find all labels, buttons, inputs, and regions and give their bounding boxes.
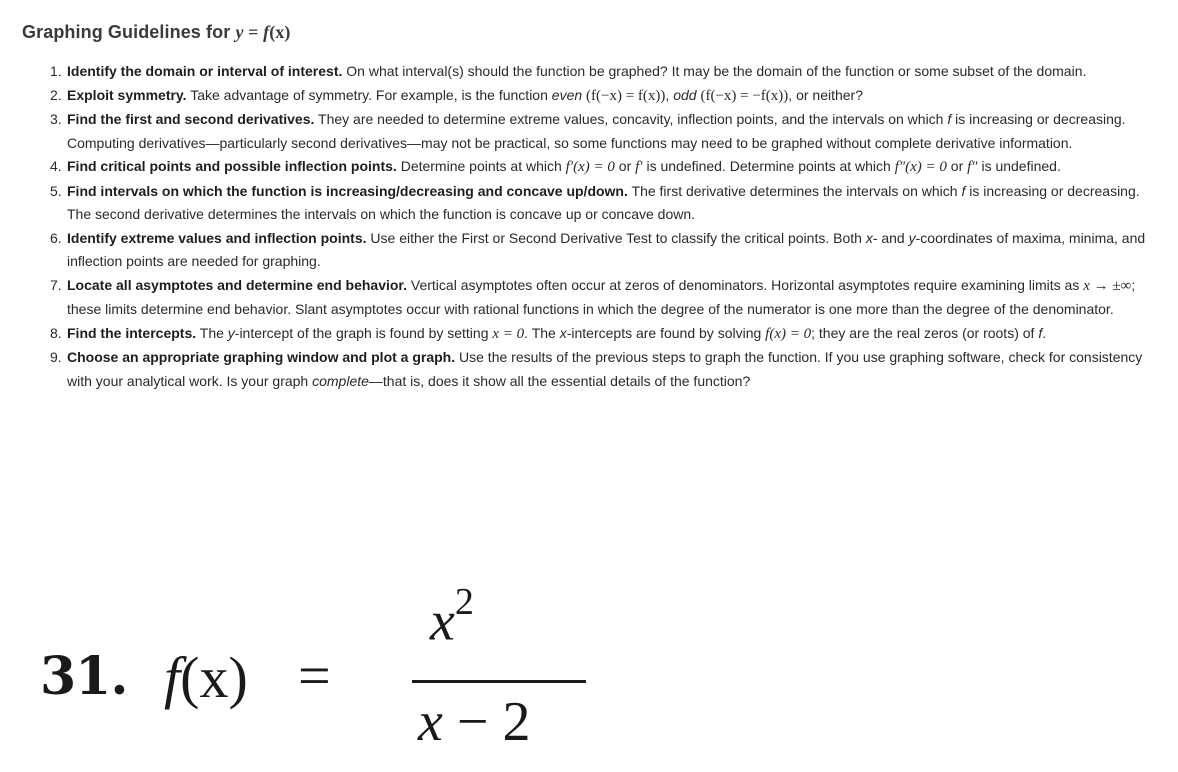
guideline-body: -intercept of the graph is found by setting [234,324,493,341]
guideline-body: Take advantage of symmetry. For example, is the function [186,86,552,103]
guideline-lead: Find critical points and possible inflection points. [67,158,397,174]
guideline-lead: Identify the domain or interval of interest. [67,63,343,79]
guideline-term-odd: odd [673,86,697,103]
heading-y: y [235,22,244,42]
guideline-body: Use the results of the previous steps to graph the function. If you use graphing software, check for consistency with your analytical work. Is your graph [67,349,1143,389]
guideline-math: f″ [967,159,978,175]
guideline-body: , or neither? [788,86,864,103]
guideline-body: -intercepts are found by solving [566,324,766,341]
guideline-math: x = 0 [492,325,525,342]
guideline-math: (f(−x) = −f(x)) [700,87,789,104]
guideline-item-1 [50,60,1150,84]
guideline-lead: Exploit symmetry. [67,86,187,103]
guideline-var-f: f [947,111,952,127]
guideline-lead: Choose an appropriate graphing window and plot a graph. [67,349,456,365]
guideline-item-7 [50,274,1150,322]
guideline-number: 8. [50,324,62,341]
guideline-body: . The [524,324,560,341]
guideline-var-x: x [559,324,567,341]
guideline-var-f: f [961,182,966,199]
guideline-number: 4. [50,158,62,174]
guideline-term-even: even [551,86,583,103]
guideline-body: They are needed to determine extreme values, concavity, inflection points, and the intervals on which [314,111,948,127]
guidelines-list [50,60,1150,393]
guideline-body: On what interval(s) should the function be graphed? It may be the domain of the function or some subset of the domain. [342,63,1087,79]
guideline-item-4 [50,155,1150,180]
heading-f: f [263,22,270,42]
heading-x-paren: (x) [269,22,291,42]
problem-lhs [164,644,248,711]
page-title-text: Graphing Guidelines for [22,22,231,42]
guideline-var-x: x [865,229,873,246]
guideline-body: . [1042,324,1047,341]
guideline-body: - and [872,229,909,246]
guideline-body: , [665,86,674,103]
guideline-item-8 [50,322,1150,347]
guideline-lead: Find intervals on which the function is increasing/decreasing and concave up/down. [67,182,628,199]
problem-lhs-arg: (x) [180,645,248,710]
guideline-term-complete: complete [312,372,369,389]
guideline-body: Vertical asymptotes often occur at zeros of denominators. Horizontal asymptotes require examining limits as [407,276,1084,293]
fraction-bar [412,680,586,683]
denominator-x: x [418,691,443,753]
guideline-var-f: f [1038,324,1043,341]
fraction-denominator [418,690,530,754]
guideline-body: is undefined. [977,158,1061,174]
guideline-lead: Find the first and second derivatives. [67,111,315,127]
guideline-lead: Find the intercepts. [67,324,197,341]
guideline-body: ; these limits determine end behavior. Slant asymptotes occur with rational functions in which the degree of the numerator is one more than the degree of the denominator. [67,276,1136,317]
guideline-math: f′ [635,159,643,175]
heading-equals: = [248,22,259,42]
guideline-body: is increasing or decreasing. The second derivative determines the intervals on which the function is concave up or concave down. [67,182,1140,222]
guideline-body: -coordinates of maxima, minima, and inflection points are needed for graphing. [67,229,1146,269]
guideline-item-2 [50,84,1150,109]
guideline-math: f(x) = 0 [765,325,812,342]
guideline-lead: Locate all asymptotes and determine end behavior. [67,276,407,293]
numerator-base: x [430,590,455,653]
problem-number: 31. [40,646,128,707]
guideline-body: or [614,158,636,174]
problem-f: f [164,645,181,710]
guideline-body: is undefined. Determine points at which [642,158,895,174]
guideline-body: or [946,158,968,174]
guideline-var-y: y [908,229,916,246]
guideline-number: 2. [50,86,62,103]
guideline-item-5 [50,180,1150,227]
guideline-number: 5. [50,182,62,199]
guideline-math: f′(x) = 0 [565,159,615,175]
exercise-problem [40,581,600,762]
numerator-exponent: 2 [454,581,474,623]
guideline-item-6 [50,227,1150,274]
guideline-number: 3. [50,111,62,127]
guideline-math: f″(x) = 0 [894,159,947,175]
guideline-number: 9. [50,349,62,365]
guideline-body: Determine points at which [396,158,566,174]
guideline-body: The [196,324,228,341]
problem-equals: = [298,643,331,708]
guideline-lead: Identify extreme values and inflection points. [67,229,367,246]
guideline-body: —that is, does it show all the essential details of the function? [368,372,751,389]
guideline-number: 7. [50,276,62,293]
guideline-body: ; they are the real zeros (or roots) of [811,324,1039,341]
guideline-math: (f(−x) = f(x)) [586,87,666,104]
page-title [22,22,291,43]
heading-equation [235,22,290,42]
guideline-body: is increasing or decreasing. Computing derivatives—particularly second derivatives—may not be practical, so some functions may need to be graphed without complete derivative information. [67,111,1126,151]
guideline-body: Use either the First or Second Derivative Test to classify the critical points. Both [366,229,866,246]
guideline-item-3 [50,108,1150,155]
fraction-numerator [430,581,474,654]
guideline-number: 6. [50,229,62,246]
guideline-item-9 [50,346,1150,393]
denominator-rest: − 2 [442,691,531,753]
guideline-var-y: y [227,324,235,341]
guideline-body: The first derivative determines the intervals on which [627,182,962,199]
guideline-math: x → ±∞ [1083,277,1132,294]
guideline-number: 1. [50,63,62,79]
